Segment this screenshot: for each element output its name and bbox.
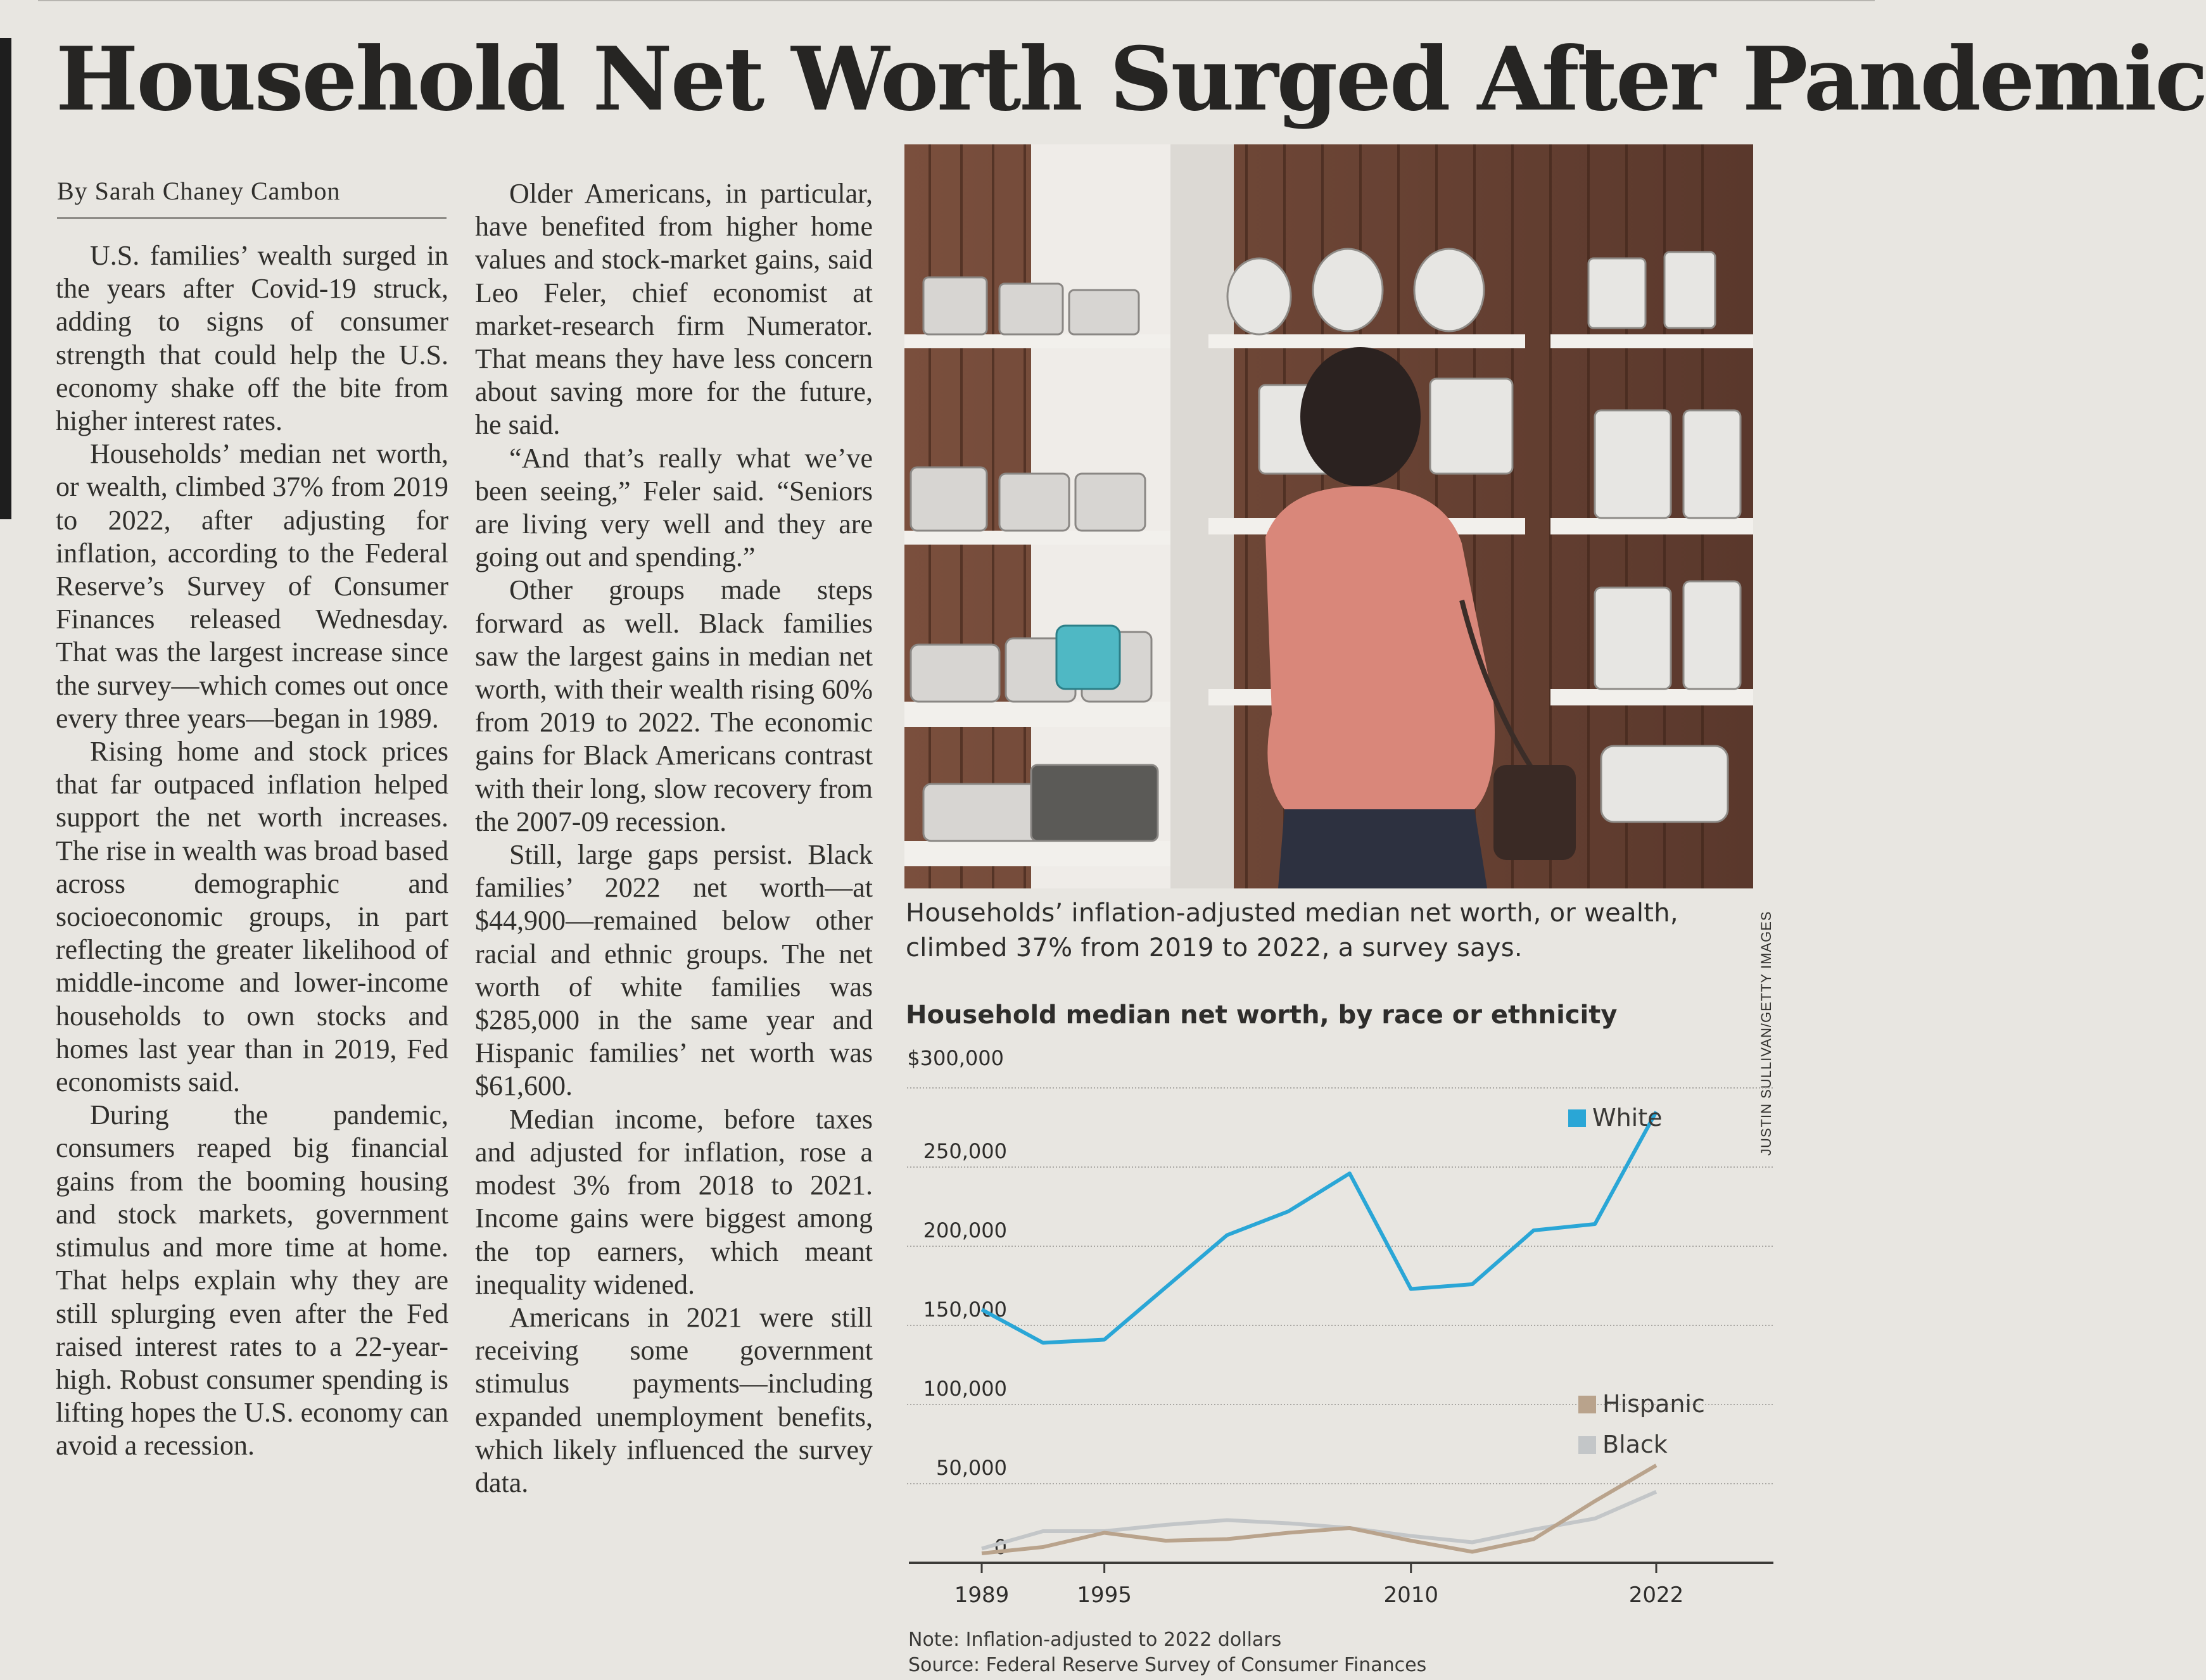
chart-x-axis [954,1563,1684,1608]
paragraph: Other groups made steps forward as well. Black families saw the largest gains in median net worth, with their wealth rising 60% from 2019 to 2022. The economic gains for Black Americans contrast with their long, slow recovery from the 2007-09 recession. [475,574,873,837]
chart-notes [908,1627,1668,1676]
chart-y-axis [907,1046,1007,1559]
byline: By Sarah Chaney Cambon [57,176,447,219]
x-tick-label: 2022 [1628,1582,1684,1608]
chart-legend [1568,1104,1705,1458]
article-column-1 [56,239,448,1463]
paragraph: During the pandemic, consumers reaped big financial gains from the booming housing and stock markets, government stimulus and more time at home. That helps explain why they are still splurging even after the Fed raised interest rates to a 22-year-high. Robust consumer spending is lifting hopes the U.S. economy can avoid a recession. [56,1099,448,1462]
paragraph: Rising home and stock prices that far outpaced inflation helped support the net worth increases. The rise in wealth was broad based across demographic and socioeconomic groups, in part reflecting the greater likelihood of middle-income and lower-income households to own stocks and homes last year than in 2019, Fed economists said. [56,736,448,1098]
y-tick-label: 250,000 [923,1139,1007,1163]
paragraph: Still, large gaps persist. Black families’ 2022 net worth—at $44,900—remained below other racial and ethnic groups. The net worth of white families was $285,000 in the same year and Hispanic families’ net worth was $61,600. [475,839,873,1102]
paragraph: “And that’s really what we’ve been seeing,” Feler said. “Seniors are living very well and they are going out and spending.” [475,442,873,573]
legend-label-white: White [1592,1104,1663,1132]
x-tick-label: 1995 [1077,1582,1132,1608]
y-tick-label: 50,000 [936,1456,1007,1480]
chart-note: Note: Inflation-adjusted to 2022 dollars [908,1629,1282,1651]
x-tick-label: 2010 [1383,1582,1438,1608]
legend-swatch-black [1578,1436,1596,1454]
paragraph: Households’ median net worth, or wealth, climbed 37% from 2019 to 2022, after adjusting for inflation, according to the Federal Reserve’s Survey of Consumer Finances released Wednesday. That was the largest increase since the survey—which comes out once every three years—began in 1989. [56,438,448,734]
legend-swatch-hispanic [1578,1396,1596,1413]
chart-series [982,1112,1656,1554]
legend-label-black: Black [1602,1431,1668,1458]
series-line-white [982,1112,1656,1343]
y-tick-label: 100,000 [923,1377,1007,1401]
paragraph: U.S. families’ wealth surged in the years after Covid-19 struck, adding to signs of consumer strength that could help the U.S. economy shake off the bite from higher interest rates. [56,240,448,437]
photo-credit-text: JUSTIN SULLIVAN/GETTY IMAGES [1758,911,1774,1156]
top-rule [38,0,1875,1]
net-worth-line-chart [899,1039,1786,1627]
photo-caption: Households’ inflation-adjusted median net worth, or wealth, climbed 37% from 2019 to 2022, a survey says. [906,899,1678,963]
series-line-hispanic [982,1465,1656,1553]
paragraph: Americans in 2021 were still receiving some government stimulus payments—including expanded unemployment benefits, which likely influenced the survey data. [475,1301,873,1498]
chart-source: Source: Federal Reserve Survey of Consumer Finances [908,1654,1427,1676]
headline: Household Net Worth Surged After Pandemic [56,27,2206,130]
paragraph: Median income, before taxes and adjusted for inflation, rose a modest 3% from 2018 to 2021. Income gains were biggest among the top earners, which meant inequality widened. [475,1103,873,1300]
y-tick-label: $300,000 [907,1046,1004,1070]
x-tick-label: 1989 [954,1582,1010,1608]
legend-label-hispanic: Hispanic [1602,1390,1705,1418]
photo-illustration [904,144,1753,888]
chart-gridlines [907,1088,1773,1563]
y-tick-label: 150,000 [923,1298,1007,1322]
legend-swatch-white [1568,1109,1586,1127]
store-photo [904,144,1753,888]
y-tick-label: 0 [994,1535,1007,1559]
y-tick-label: 200,000 [923,1218,1007,1242]
paragraph: Older Americans, in particular, have benefited from higher home values and stock-market gains, said Leo Feler, chief economist at market-research firm Numerator. That means they have less concern about saving more for the future, he said. [475,178,873,441]
series-line-black [982,1492,1656,1549]
chart-title: Household median net worth, by race or ethnicity [906,1001,1618,1030]
page-edge-rule [0,38,11,519]
article-column-2 [475,177,873,1500]
